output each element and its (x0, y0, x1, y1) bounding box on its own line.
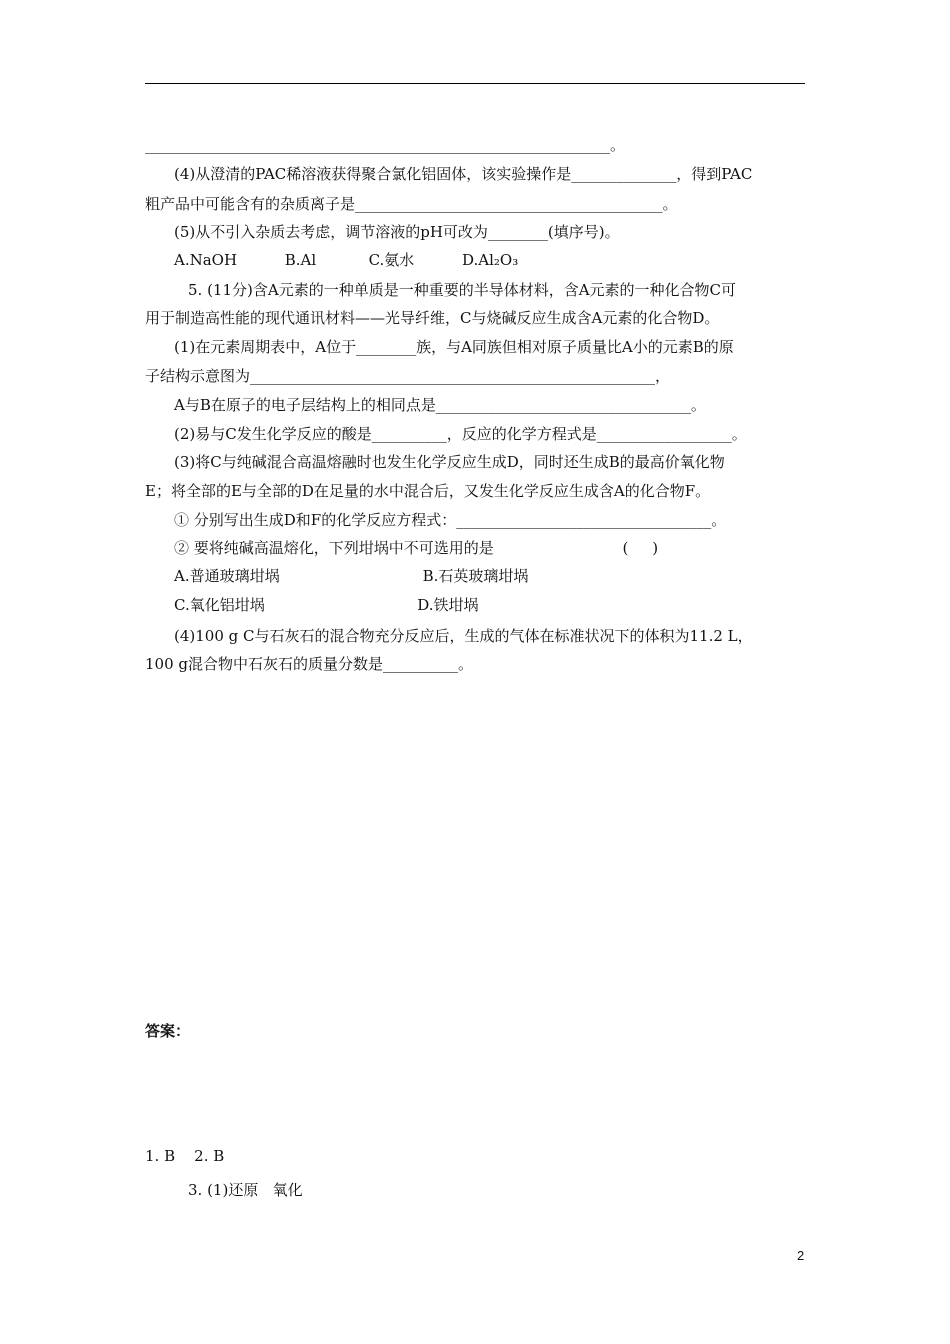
question-5-1-line1: (1)在元素周期表中，A位于________族，与A同族但相对原子质量比A小的元素B的原 (174, 338, 734, 356)
question-5-stem-line1: 5. (11分)含A元素的一种单质是一种重要的半导体材料，含A元素的一种化合物C可 (188, 281, 737, 299)
answers-heading: 答案： (145, 1022, 191, 1040)
question-5-1-line3: A与B在原子的电子层结构上的相同点是__________________________________。 (174, 396, 706, 414)
page-number: 2 (797, 1248, 805, 1263)
answers-line1: 1. B 2. B (145, 1147, 225, 1165)
question-5-stem-line2: 用于制造高性能的现代通讯材料——光导纤维，C与烧碱反应生成含A元素的化合物D。 (145, 309, 720, 327)
question-4-4-line2: 粗产品中可能含有的杂质离子是_________________________________________。 (145, 195, 678, 213)
answers-line2: 3. (1)还原 氧化 (188, 1181, 303, 1199)
question-4-5: (5)从不引入杂质去考虑，调节溶液的pH可改为________(填序号)。 (174, 223, 620, 241)
header-rule (145, 83, 805, 84)
question-5-3-sub1: ① 分别写出生成D和F的化学反应方程式：__________________________________。 (174, 511, 727, 529)
question-5-4-line1: (4)100 g C与石灰石的混合物充分反应后，生成的气体在标准状况下的体积为11.2 L， (174, 627, 753, 645)
question-5-3-line2: E；将全部的E与全部的D在足量的水中混合后，又发生化学反应生成含A的化合物F。 (145, 482, 711, 500)
question-5-2: (2)易与C发生化学反应的酸是__________，反应的化学方程式是__________________。 (174, 425, 747, 443)
question-4-4-line1: (4)从澄清的PAC稀溶液获得聚合氯化铝固体，该实验操作是______________，得到PAC (174, 165, 753, 183)
question-5-3-options-ab: A.普通玻璃坩埚 B.石英玻璃坩埚 (174, 567, 529, 585)
question-5-3-options-cd: C.氧化铝坩埚 D.铁坩埚 (174, 596, 479, 614)
question-5-3-line1: (3)将C与纯碱混合高温熔融时也发生化学反应生成D，同时还生成B的最高价氧化物 (174, 453, 725, 471)
question-5-4-line2: 100 g混合物中石灰石的质量分数是__________。 (145, 655, 474, 673)
question-5-1-line2: 子结构示意图为______________________________________________________， (145, 367, 671, 385)
answer-blank-line: ______________________________________________________________。 (145, 136, 626, 154)
question-5-3-sub2: ② 要将纯碱高温熔化，下列坩埚中不可选用的是 ( ) (174, 539, 659, 557)
question-4-5-options: A.NaOH B.Al C.氨水 D.Al₂O₃ (174, 251, 519, 269)
